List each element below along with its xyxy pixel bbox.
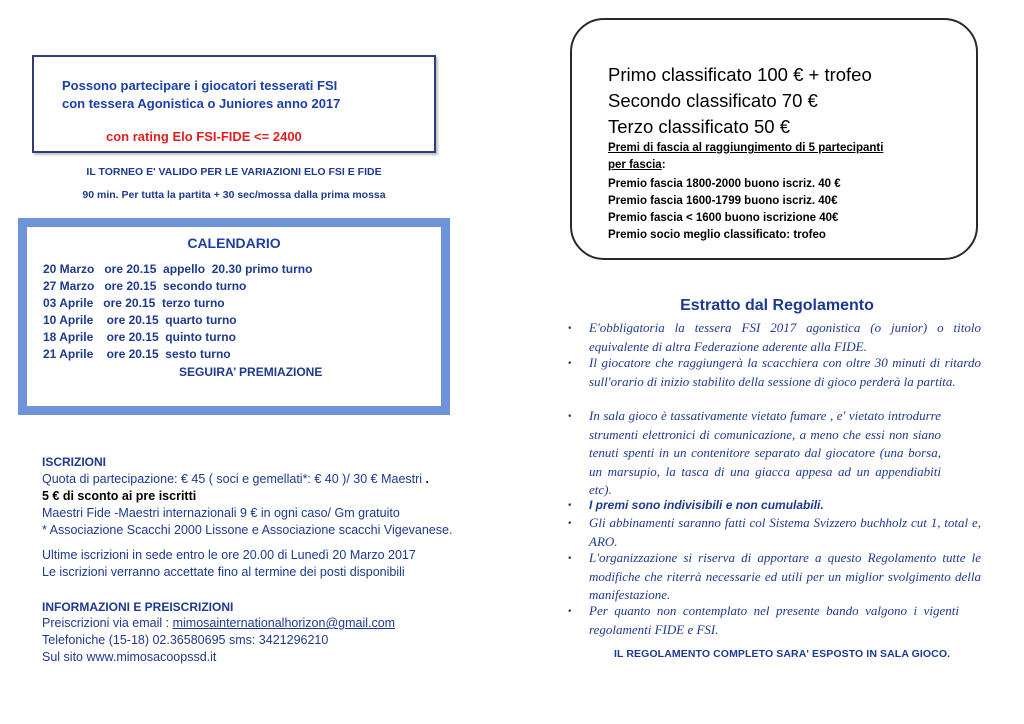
preregistration-discount: 5 € di sconto ai pre iscritti	[42, 489, 197, 503]
band-prizes-title-2	[608, 159, 666, 171]
first-prize: Primo classificato 100 € + trofeo	[608, 64, 872, 85]
bullet-icon: •	[568, 518, 572, 529]
eligibility-box	[32, 55, 436, 153]
regulation-item: E'obbligatoria la tessera FSI 2017 agonistica (o junior) o titolo equivalente di altra Federazione aderente alla FIDE.	[589, 320, 981, 354]
time-control-note: 90 min. Per tutta la partita + 30 sec/mossa dalla prima mossa	[82, 189, 386, 201]
calendar-title: CALENDARIO	[187, 235, 281, 251]
info-title: INFORMAZIONI E PREISCRIZIONI	[42, 600, 234, 614]
band-prize-2: Premio fascia 1600-1799 buono iscriz. 40€	[608, 195, 838, 207]
elo-validity-note: IL TORNEO E' VALIDO PER LE VARIAZIONI ELO FSI E FIDE	[86, 166, 382, 178]
calendar-row: 20 Marzo ore 20.15 appello 20.30 primo turno	[43, 262, 313, 276]
associations-note: * Associazione Scacchi 2000 Lissone e Associazione scacchi Vigevanese.	[42, 523, 453, 537]
bullet-icon: •	[568, 606, 572, 617]
regulation-item: Il giocatore che raggiungerà la scacchiera con oltre 30 minuti di ritardo sull'orario di inizio stabilito della sessione di gioco perderà la partita.	[589, 355, 981, 389]
registration-title: ISCRIZIONI	[42, 455, 107, 469]
regulation-item: Per quanto non contemplato nel presente bando valgono i vigenti regolamenti FIDE e FSI.	[589, 603, 959, 637]
calendar-row: 10 Aprile ore 20.15 quarto turno	[43, 313, 237, 327]
calendar-row: 21 Aprile ore 20.15 sesto turno	[43, 347, 231, 361]
rating-requirement: con rating Elo FSI-FIDE <= 2400	[106, 129, 302, 144]
band-prizes-title: Premi di fascia al raggiungimento di 5 partecipanti	[608, 142, 884, 154]
registration-deadline: Ultime iscrizioni in sede entro le ore 20.00 di Lunedì 20 Marzo 2017	[42, 548, 416, 562]
member-prize: Premio socio meglio classificato: trofeo	[608, 229, 826, 241]
regulation-item: Gli abbinamenti saranno fatti col Sistema Svizzero buchholz cut 1, total e, ARO.	[589, 515, 981, 549]
regulation-footer: IL REGOLAMENTO COMPLETO SARA' ESPOSTO IN SALA GIOCO.	[614, 648, 951, 660]
band-prize-1: Premio fascia 1800-2000 buono iscriz. 40 €	[608, 178, 841, 190]
calendar-box	[18, 218, 450, 415]
fee-end: .	[422, 472, 430, 486]
band-title-part: per fascia	[608, 159, 662, 171]
registration-acceptance: Le iscrizioni verranno accettate fino al termine dei posti disponibili	[42, 565, 405, 579]
bullet-icon: •	[568, 323, 572, 334]
bullet-icon: •	[568, 411, 572, 422]
regulation-title: Estratto dal Regolamento	[680, 297, 874, 314]
eligibility-line-1: Possono partecipare i giocatori tesserati FSI	[62, 78, 338, 93]
masters-fee: Maestri Fide -Maestri internazionali 9 € in ogni caso/ Gm gratuito	[42, 506, 400, 520]
band-title-colon: :	[661, 159, 666, 171]
second-prize: Secondo classificato 70 €	[608, 90, 818, 111]
regulation-item: L'organizzazione si riserva di apportare a questo Regolamento tutte le modifiche che riterrà necessarie ed utili per un miglior svolgimento della manifestazione.	[589, 550, 981, 603]
eligibility-line-2: con tessera Agonistica o Juniores anno 2017	[62, 96, 341, 111]
preregistration-email	[42, 616, 395, 630]
band-prize-3: Premio fascia < 1600 buono iscrizione 40€	[608, 212, 839, 224]
calendar-footer: SEGUIRA’ PREMIAZIONE	[179, 365, 323, 379]
bullet-icon: •	[568, 500, 572, 511]
email-link[interactable]: mimosainternationalhorizon@gmail.com	[172, 616, 396, 630]
calendar-row: 18 Aprile ore 20.15 quinto turno	[43, 330, 236, 344]
email-prefix: Preiscrizioni via email :	[42, 616, 173, 630]
calendar-row: 03 Aprile ore 20.15 terzo turno	[43, 296, 225, 310]
bullet-icon: •	[568, 358, 572, 369]
registration-fee	[42, 472, 429, 486]
fee-text: Quota di partecipazione: € 45 ( soci e gemellati*: € 40 )/ 30 € Maestri	[42, 472, 423, 486]
third-prize: Terzo classificato 50 €	[608, 116, 791, 137]
website-info: Sul sito www.mimosacoopssd.it	[42, 650, 217, 664]
prizes-box	[570, 18, 978, 260]
regulation-item: I premi sono indivisibili e non cumulabili.	[589, 498, 824, 512]
phone-info: Telefoniche (15-18) 02.36580695 sms: 3421296210	[42, 633, 329, 647]
regulation-item: In sala gioco è tassativamente vietato fumare , e' vietato introdurre strumenti elettronici di comunicazione, a meno che essi non siano tenuti spenti in un contenitore separato dal giocatore (una borsa, un marsupio, la tasca di una giacca appesa ad un appendiabiti etc).	[589, 408, 941, 498]
calendar-row: 27 Marzo ore 20.15 secondo turno	[43, 279, 247, 293]
bullet-icon: •	[568, 553, 572, 564]
